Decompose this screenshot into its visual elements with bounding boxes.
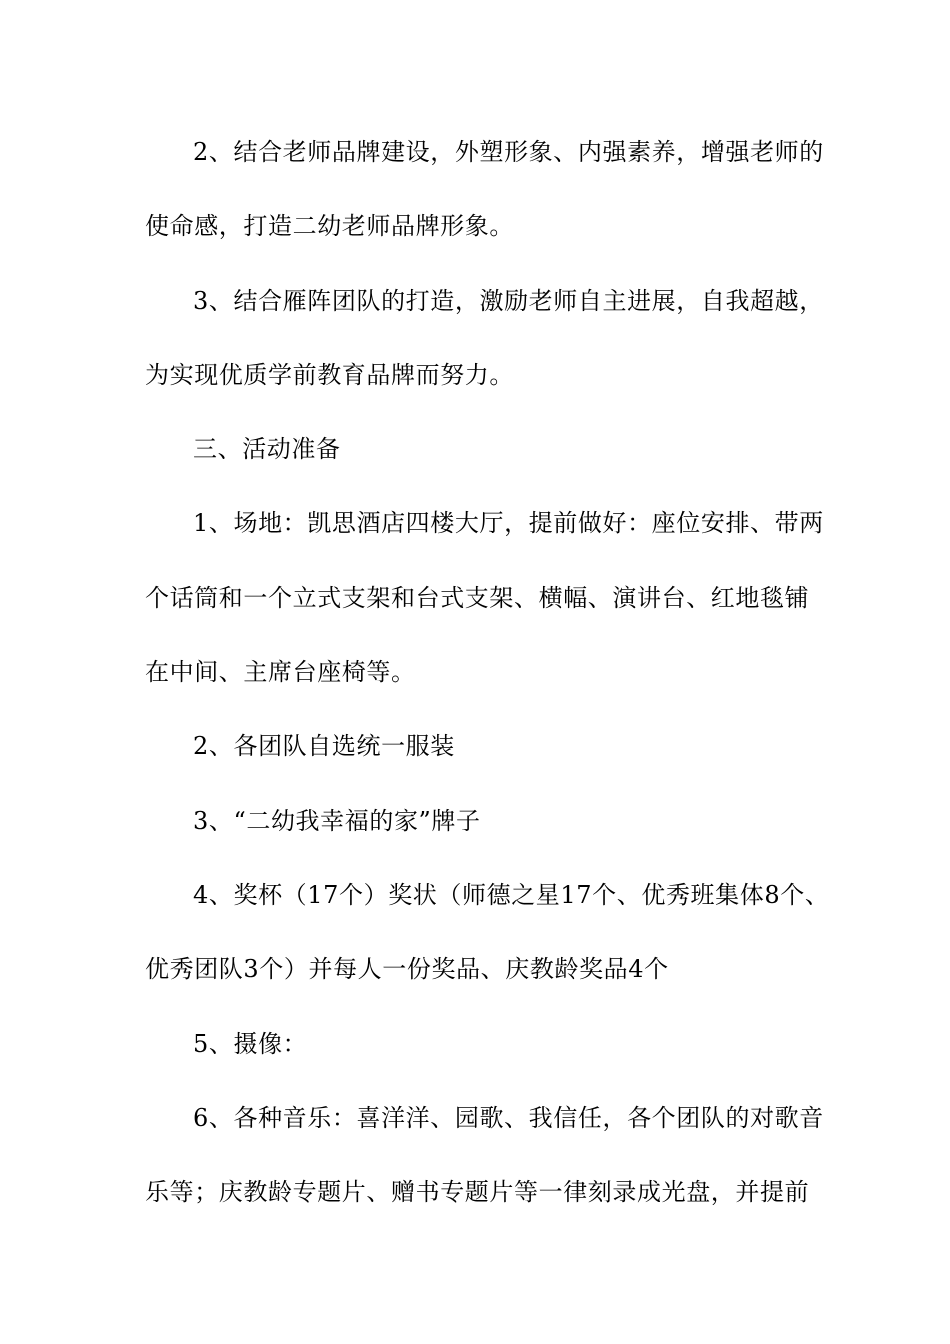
paragraph-line: 3、“二幼我幸福的家”牌子 xyxy=(193,807,481,835)
paragraph-line: 乐等；庆教龄专题片、赠书专题片等一律刻录成光盘，并提前 xyxy=(145,1178,810,1206)
paragraph-line: 5、摄像： xyxy=(193,1030,308,1058)
paragraph-line: 2、各团队自选统一服装 xyxy=(193,732,455,760)
paragraph-line: 4、奖杯（17个）奖状（师德之星17个、优秀班集体8个、 xyxy=(193,881,830,909)
paragraph-line: 6、各种音乐：喜洋洋、园歌、我信任，各个团队的对歌音 xyxy=(193,1104,824,1132)
paragraph-line: 1、场地：凯思酒店四楼大厅，提前做好：座位安排、带两 xyxy=(193,509,824,537)
paragraph-line: 在中间、主席台座椅等。 xyxy=(145,658,416,686)
paragraph-line: 为实现优质学前教育品牌而努力。 xyxy=(145,361,514,389)
section-heading: 三、活动准备 xyxy=(193,435,341,463)
paragraph-line: 优秀团队3个）并每人一份奖品、庆教龄奖品4个 xyxy=(145,955,669,983)
paragraph-line: 使命感，打造二幼老师品牌形象。 xyxy=(145,212,514,240)
paragraph-line: 2、结合老师品牌建设，外塑形象、内强素养，增强老师的 xyxy=(193,138,824,166)
paragraph-line: 3、结合雁阵团队的打造，激励老师自主进展，自我超越， xyxy=(193,287,824,315)
paragraph-line: 个话筒和一个立式支架和台式支架、横幅、演讲台、红地毯铺 xyxy=(145,584,810,612)
